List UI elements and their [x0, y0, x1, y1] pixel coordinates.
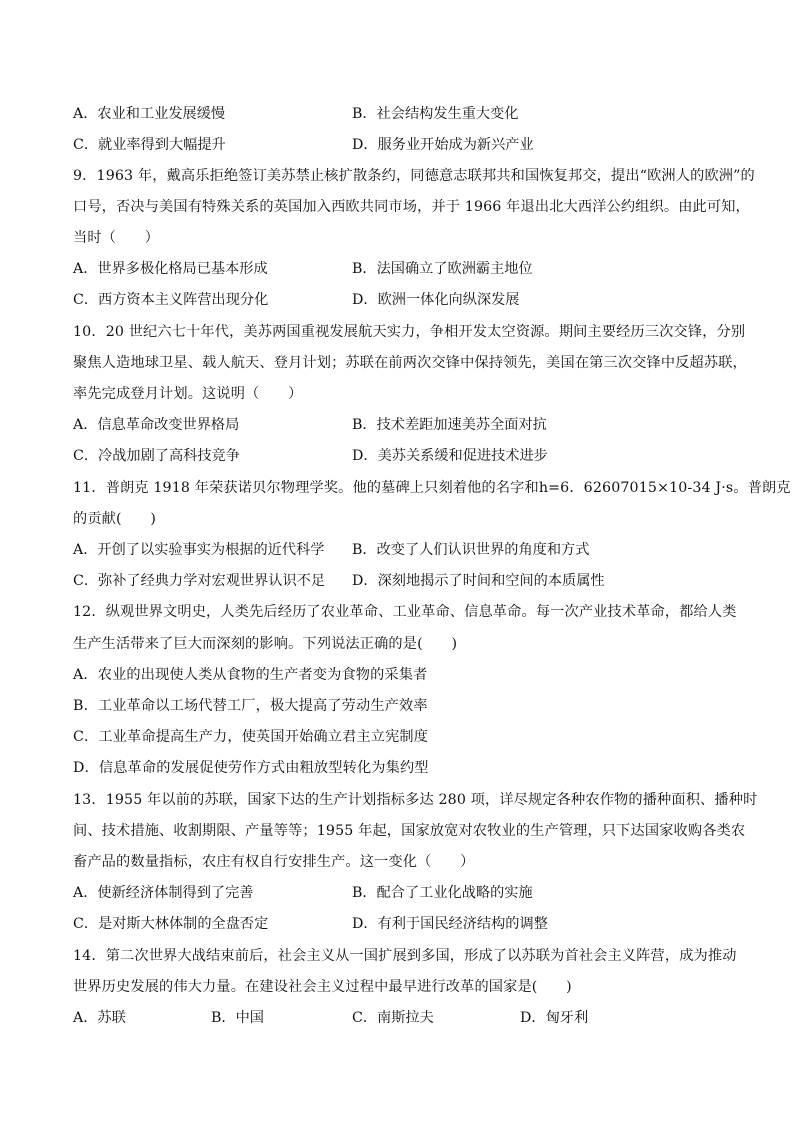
q12-option-a: A．农业的出现使人类从食物的生产者变为食物的采集者 [73, 667, 428, 683]
q11-option-c: C．弥补了经典力学对宏观世界认识不足 [73, 573, 326, 589]
q11-stem-line-1: 11．普朗克 1918 年荣获诺贝尔物理学奖。他的墓碑上只刻着他的名字和h=6．62607015×10-34 J·s。普朗克 [73, 480, 791, 496]
q11-stem-line-2: 的贡献( ) [73, 511, 157, 527]
q10-option-c: C．冷战加剧了高科技竞争 [73, 448, 240, 464]
q10-option-d: D．美苏关系缓和促进技术进步 [352, 448, 548, 464]
q13-option-c: C．是对斯大林体制的全盘否定 [73, 916, 269, 932]
q10-option-a: A．信息革命改变世界格局 [73, 417, 240, 433]
q14-option-c: C．南斯拉夫 [352, 1010, 434, 1026]
q12-option-b: B．工业革命以工场代替工厂，极大提高了劳动生产效率 [73, 698, 428, 714]
q12-stem-line-1: 12．纵观世界文明史，人类先后经历了农业革命、工业革命、信息革命。每一次产业技术革命，都给人类 [73, 604, 737, 620]
q11-option-a: A．开创了以实验事实为根据的近代科学 [73, 542, 325, 558]
q12-stem-line-2: 生产生活带来了巨大而深刻的影响。下列说法正确的是( ) [73, 636, 458, 652]
q10-stem-line-2: 聚焦人造地球卫星、载人航天、登月计划；苏联在前两次交锋中保持领先，美国在第三次交锋中反超苏联， [73, 355, 747, 371]
q8-option-d: D．服务业开始成为新兴产业 [352, 137, 534, 153]
q10-option-b: B．技术差距加速美苏全面对抗 [352, 417, 547, 433]
q9-stem-line-2: 口号，否决与美国有特殊关系的英国加入西欧共同市场，并于 1966 年退出北大西洋公约组织。由此可知， [73, 199, 750, 215]
q14-stem-line-2: 世界历史发展的伟大力量。在建设社会主义过程中最早进行改革的国家是( ) [73, 979, 572, 995]
q8-option-c: C．就业率得到大幅提升 [73, 137, 226, 153]
q13-stem-line-2: 间、技术措施、收割期限、产量等等；1955 年起，国家放宽对农牧业的生产管理，只下达国家收购各类农 [73, 823, 746, 839]
q13-option-a: A．使新经济体制得到了完善 [73, 885, 254, 901]
q9-option-c: C．西方资本主义阵营出现分化 [73, 292, 269, 308]
q13-stem-line-1: 13．1955 年以前的苏联，国家下达的生产计划指标多达 280 项，详尽规定各种农作物的播种面积、播种时 [73, 792, 758, 808]
q8-option-b: B．社会结构发生重大变化 [352, 106, 519, 122]
q14-stem-line-1: 14．第二次世界大战结束前后，社会主义从一国扩展到多国，形成了以苏联为首社会主义阵营，成为推动 [73, 948, 737, 964]
q13-stem-line-3: 畜产品的数量指标，农庄有权自行安排生产。这一变化（ ） [73, 854, 475, 870]
q9-option-d: D．欧洲一体化向纵深发展 [352, 292, 520, 308]
q9-stem-line-3: 当时（ ） [73, 230, 160, 246]
q13-option-d: D．有利于国民经济结构的调整 [352, 916, 548, 932]
q14-option-d: D．匈牙利 [520, 1010, 589, 1026]
q12-option-d: D．信息革命的发展促使劳作方式由粗放型转化为集约型 [73, 760, 429, 776]
q8-option-a: A．农业和工业发展缓慢 [73, 106, 226, 122]
q9-option-b: B．法国确立了欧洲霸主地位 [352, 261, 533, 277]
q9-stem-line-1: 9．1963 年，戴高乐拒绝签订美苏禁止核扩散条约，同德意志联邦共和国恢复邦交，提出“欧洲人的欧洲”的 [73, 168, 755, 184]
q11-option-d: D．深刻地揭示了时间和空间的本质属性 [352, 573, 605, 589]
q10-stem-line-1: 10．20 世纪六七十年代，美苏两国重视发展航天实力，争相开发太空资源。期间主要经历三次交锋，分别 [73, 324, 746, 340]
q14-option-b: B．中国 [211, 1010, 264, 1026]
q9-option-a: A．世界多极化格局已基本形成 [73, 261, 268, 277]
q12-option-c: C．工业革命提高生产力，使英国开始确立君主立宪制度 [73, 729, 429, 745]
q11-option-b: B．改变了人们认识世界的角度和方式 [352, 542, 590, 558]
q13-option-b: B．配合了工业化战略的实施 [352, 885, 533, 901]
q14-option-a: A．苏联 [73, 1010, 126, 1026]
q10-stem-line-3: 率先完成登月计划。这说明（ ） [73, 386, 303, 402]
